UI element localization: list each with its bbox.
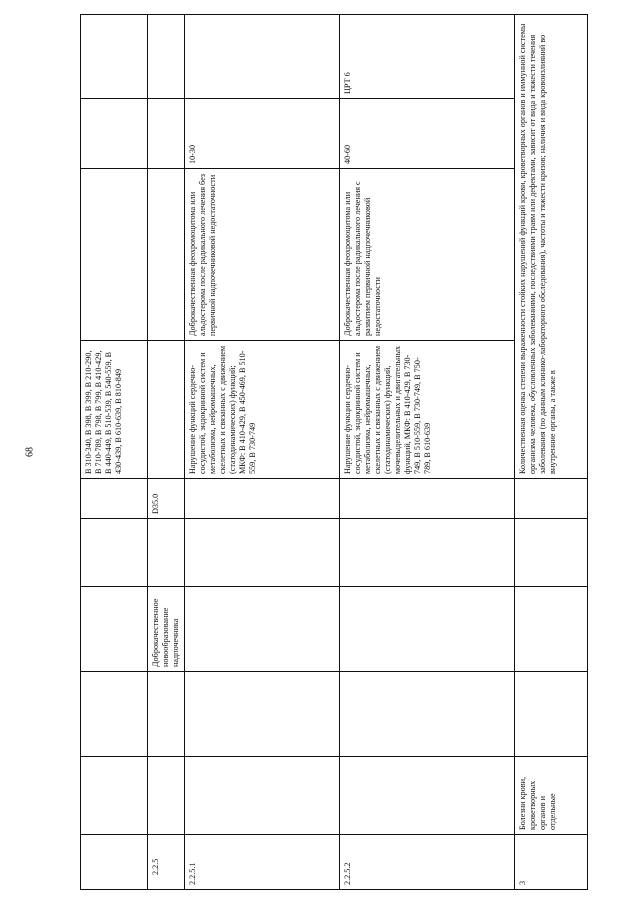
disease-group-cell [515,672,588,757]
mkb-code-cell: D35.0 [148,479,185,519]
row-code-cell: 3 [515,835,588,890]
row-code-cell: 2.2.5 [148,835,185,890]
disability-criteria-table [80,14,588,890]
clinical-characteristic-cell [148,169,185,341]
nosology-cell [515,587,588,672]
table-row [340,15,515,890]
column-5-cell [185,519,340,587]
column-5-cell [148,519,185,587]
clinical-characteristic-cell: Доброкачественная феохромоцитома или альдостерома после радикального лечения с развитием первичной надпочечниковой недостаточности [340,169,515,341]
disease-class-cell [185,757,340,835]
table-row [515,15,588,890]
mkb-code-cell [185,479,340,519]
row-code-cell: 2.2.5.2 [340,835,515,890]
percent-cell: 40-60 [340,99,515,169]
disease-group-cell [81,672,148,757]
nosology-cell [185,587,340,672]
clinical-characteristic-cell: Доброкачественная феохромоцитома или альдостерома после радикального лечения без первичной надпочечниковой недостаточности [185,169,340,341]
clinical-characteristic-cell [81,169,148,341]
row-code-cell [81,835,148,890]
disease-group-cell [185,672,340,757]
merged-assessment-text-cell: Количественная оценка степени выраженности стойких нарушений функций крови, кроветворных органов и иммунной системы организма человека, обусловленных заболеваниями, последствиями травм или дефектами, зависит от вида и тяжести течения заболевания (по данным клинико-лабораторного обследования), частоты и тяжести кризов; наличия и вида кровоизлияний во внутренние органы, а также в [515,15,588,479]
impairment-cell: Нарушение функций сердечно-сосудистой, эндокринной систем и метаболизма, нейромышечных, скелетных и связанных с движением (статодинамических) функций; МКФ: В 410-429, В 450-469, В 510-559, В 730-749 [185,341,340,479]
impairment-cell: Нарушение функции сердечно-сосудистой, эндокринной систем и метаболизма, нейромышечных, скелетных и связанных с движением (статодинамических) функций, мочевыделительных и двигательных функций, МКФ: В 410-429, В 730-749, В 510-559, В 730-749, В 750-789, В 610-639 [340,341,515,479]
nosology-cell [340,587,515,672]
disease-class-cell [148,757,185,835]
nosology-cell: Доброкачественное новообразование надпочечника [148,587,185,672]
percent-cell [148,99,185,169]
percent-cell [81,99,148,169]
page-number: 68 [24,447,36,457]
impairment-cell [148,341,185,479]
disease-class-cell [81,757,148,835]
rotated-page-content [80,15,557,890]
table-row [185,15,340,890]
note-cell: ЦРТ 6 [340,15,515,99]
note-cell [185,15,340,99]
row-code-cell: 2.2.5.1 [185,835,340,890]
column-5-cell [81,519,148,587]
impairment-cell: В 310-340, В 398, В 399, В 210-290, В 710-789, В 798, В 799, В 410-429, В 440-449, В 510-539, В 540-559, В 430-439, В 610-639, В 810-849 [81,341,148,479]
mkb-code-cell [515,479,588,519]
percent-cell: 10-30 [185,99,340,169]
disease-class-cell [340,757,515,835]
mkb-code-cell [340,479,515,519]
disease-group-cell [340,672,515,757]
table-row [81,15,148,890]
disease-class-cell: Болезни крови, кроветворных органов и отдельные [515,757,588,835]
column-5-cell [340,519,515,587]
disease-group-cell [148,672,185,757]
mkb-code-cell [81,479,148,519]
note-cell [81,15,148,99]
nosology-cell [81,587,148,672]
note-cell [148,15,185,99]
column-5-cell [515,519,588,587]
table-row [148,15,185,890]
